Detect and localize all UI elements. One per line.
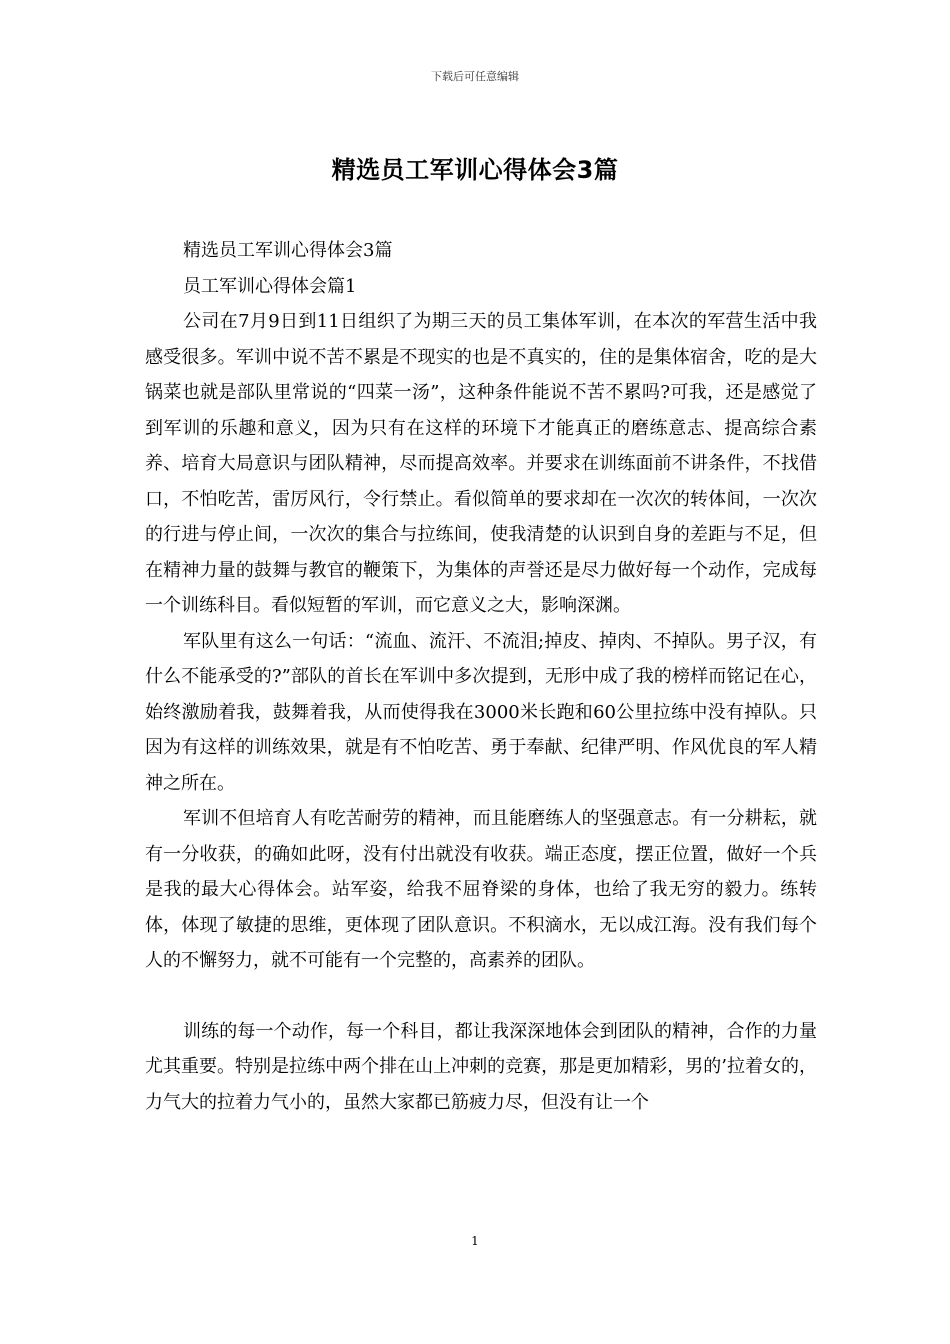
- paragraph-3: 军训不但培育人有吃苦耐劳的精神，而且能磨练人的坚强意志。有一分耕耘，就有一分收获，的确如此呀，没有付出就没有收获。端正态度，摆正位置，做好一个兵是我的最大心得体会。站军姿，给我不屈脊梁的身体，也给了我无穷的毅力。练转体，体现了敏捷的思维，更体现了团队意识。不积滴水，无以成江海。没有我们每个人的不懈努力，就不可能有一个完整的，高素养的团队。: [145, 808, 817, 971]
- page-number: 1: [471, 1234, 479, 1248]
- paragraph-section-heading: 员工军训心得体会篇1: [183, 275, 357, 297]
- page-header: 下载后可任意编辑: [431, 70, 519, 83]
- document-title: 精选员工军训心得体会3篇: [331, 156, 619, 184]
- paragraph-4: 训练的每一个动作，每一个科目，都让我深深地体会到团队的精神，合作的力量尤其重要。特别是拉练中两个排在山上冲刺的竞赛，那是更加精彩，男的’拉着女的，力气大的拉着力气小的，虽然大家都已筋疲力尽，但没有让一个: [145, 1020, 817, 1113]
- paragraph-2: 军队里有这么一句话：“流血、流汗、不流泪;掉皮、掉肉、不掉队。男子汉，有什么不能承受的?”部队的首长在军训中多次提到，无形中成了我的榜样而铭记在心，始终激励着我，鼓舞着我，从而使得我在3000米长跑和60公里拉练中没有掉队。只因为有这样的训练效果，就是有不怕吃苦、勇于奉献、纪律严明、作风优良的军人精神之所在。: [145, 630, 817, 794]
- document-body: [145, 233, 817, 1120]
- paragraph-1: 公司在7月9日到11日组织了为期三天的员工集体军训，在本次的军营生活中我感受很多。军训中说不苦不累是不现实的也是不真实的，住的是集体宿舍，吃的是大锅菜也就是部队里常说的“四菜一汤”，这种条件能说不苦不累吗?可我，还是感觉了到军训的乐趣和意义，因为只有在这样的环境下才能真正的磨练意志、提高综合素养、培育大局意识与团队精神，尽而提高效率。并要求在训练面前不讲条件，不找借口，不怕吃苦，雷厉风行，令行禁止。看似简单的要求却在一次次的转体间，一次次的行进与停止间，一次次的集合与拉练间，使我清楚的认识到自身的差距与不足，但在精神力量的鼓舞与教官的鞭策下，为集体的声誉还是尽力做好每一个动作，完成每一个训练科目。看似短暂的军训，而它意义之大，影响深渊。: [145, 311, 817, 616]
- paragraph-subtitle: 精选员工军训心得体会3篇: [183, 240, 393, 261]
